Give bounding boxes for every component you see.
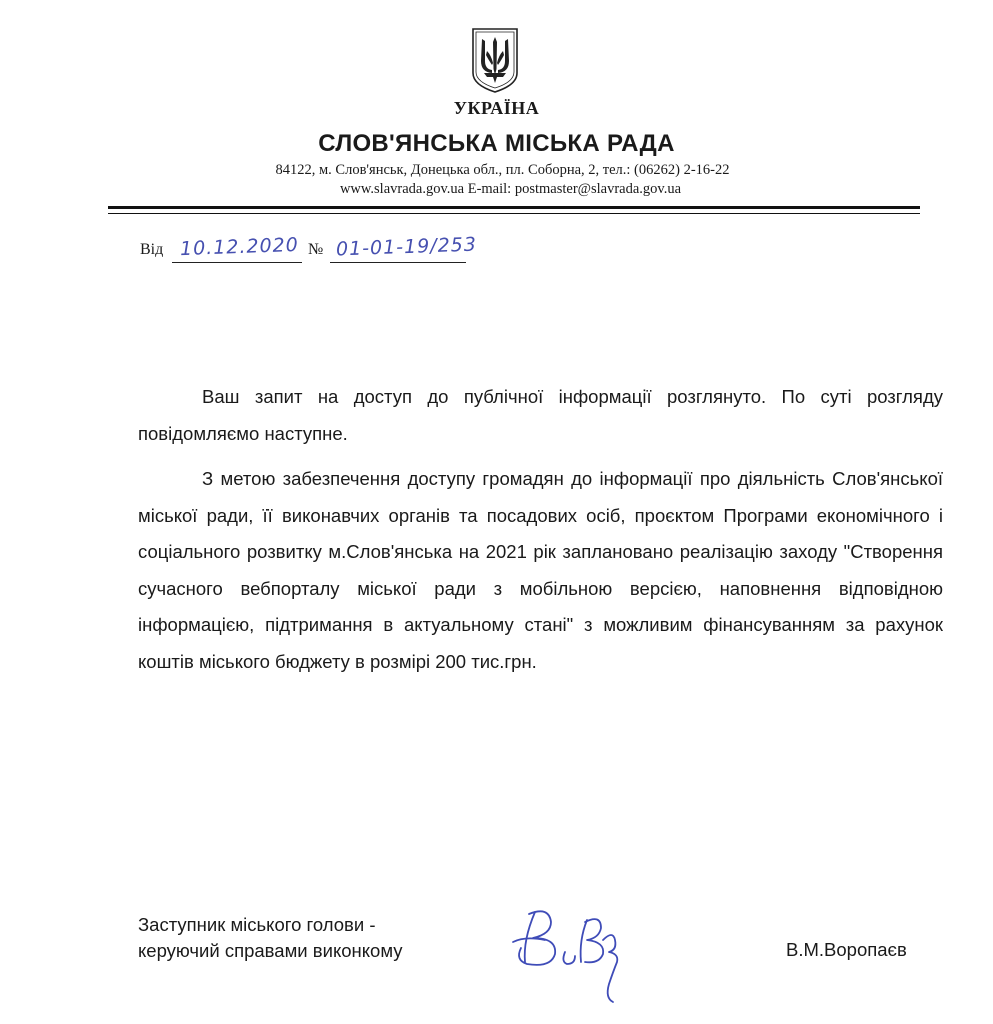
address-line: 84122, м. Слов'янськ, Донецька обл., пл. Соборна, 2, тел.: (06262) 2-16-22 xyxy=(275,162,730,178)
date-underline xyxy=(172,262,302,263)
body-paragraph-1: Ваш запит на доступ до публічної інформації розглянуто. По суті розгляду повідомляємо наступне. xyxy=(138,386,943,444)
letter-body xyxy=(138,379,943,689)
handwritten-date: 10.12.2020 xyxy=(179,233,300,261)
tryzub-coat-of-arms-icon xyxy=(470,25,520,95)
handwritten-number: 01-01-19/253 xyxy=(335,233,478,261)
letterhead-divider-thick xyxy=(108,206,920,209)
contact-line: www.slavrada.gov.ua E-mail: postmaster@slavrada.gov.ua xyxy=(339,181,682,197)
number-label: № xyxy=(308,241,324,258)
number-underline xyxy=(330,262,466,263)
date-label: Від xyxy=(140,241,164,258)
council-name-heading: СЛОВ'ЯНСЬКА МІСЬКА РАДА xyxy=(318,130,675,157)
handwritten-signature-icon xyxy=(505,900,635,1010)
body-paragraph-2: З метою забезпечення доступу громадян до інформації про діяльність Слов'янської міської ради, її виконавчих органів та посадових осіб, проєктом Програми економічного і соціального розвитку м.Слов'янська на 2021 рік заплановано реалізацію заходу "Створення сучасного вебпорталу міської ради з мобільною версією, наповнення відповідною інформацією, підтримання в актуальному стані" з можливим фінансуванням за рахунок коштів міського бюджету в розмірі 200 тис.грн. xyxy=(138,468,943,672)
signer-position-line-2: керуючий справами виконкому xyxy=(138,940,403,961)
letterhead-divider-thin xyxy=(108,213,920,214)
country-heading: УКРАЇНА xyxy=(453,98,540,118)
signer-position xyxy=(138,912,403,964)
signer-position-line-1: Заступник міського голови - xyxy=(138,914,376,935)
signer-name: В.М.Воропаєв xyxy=(786,939,907,960)
